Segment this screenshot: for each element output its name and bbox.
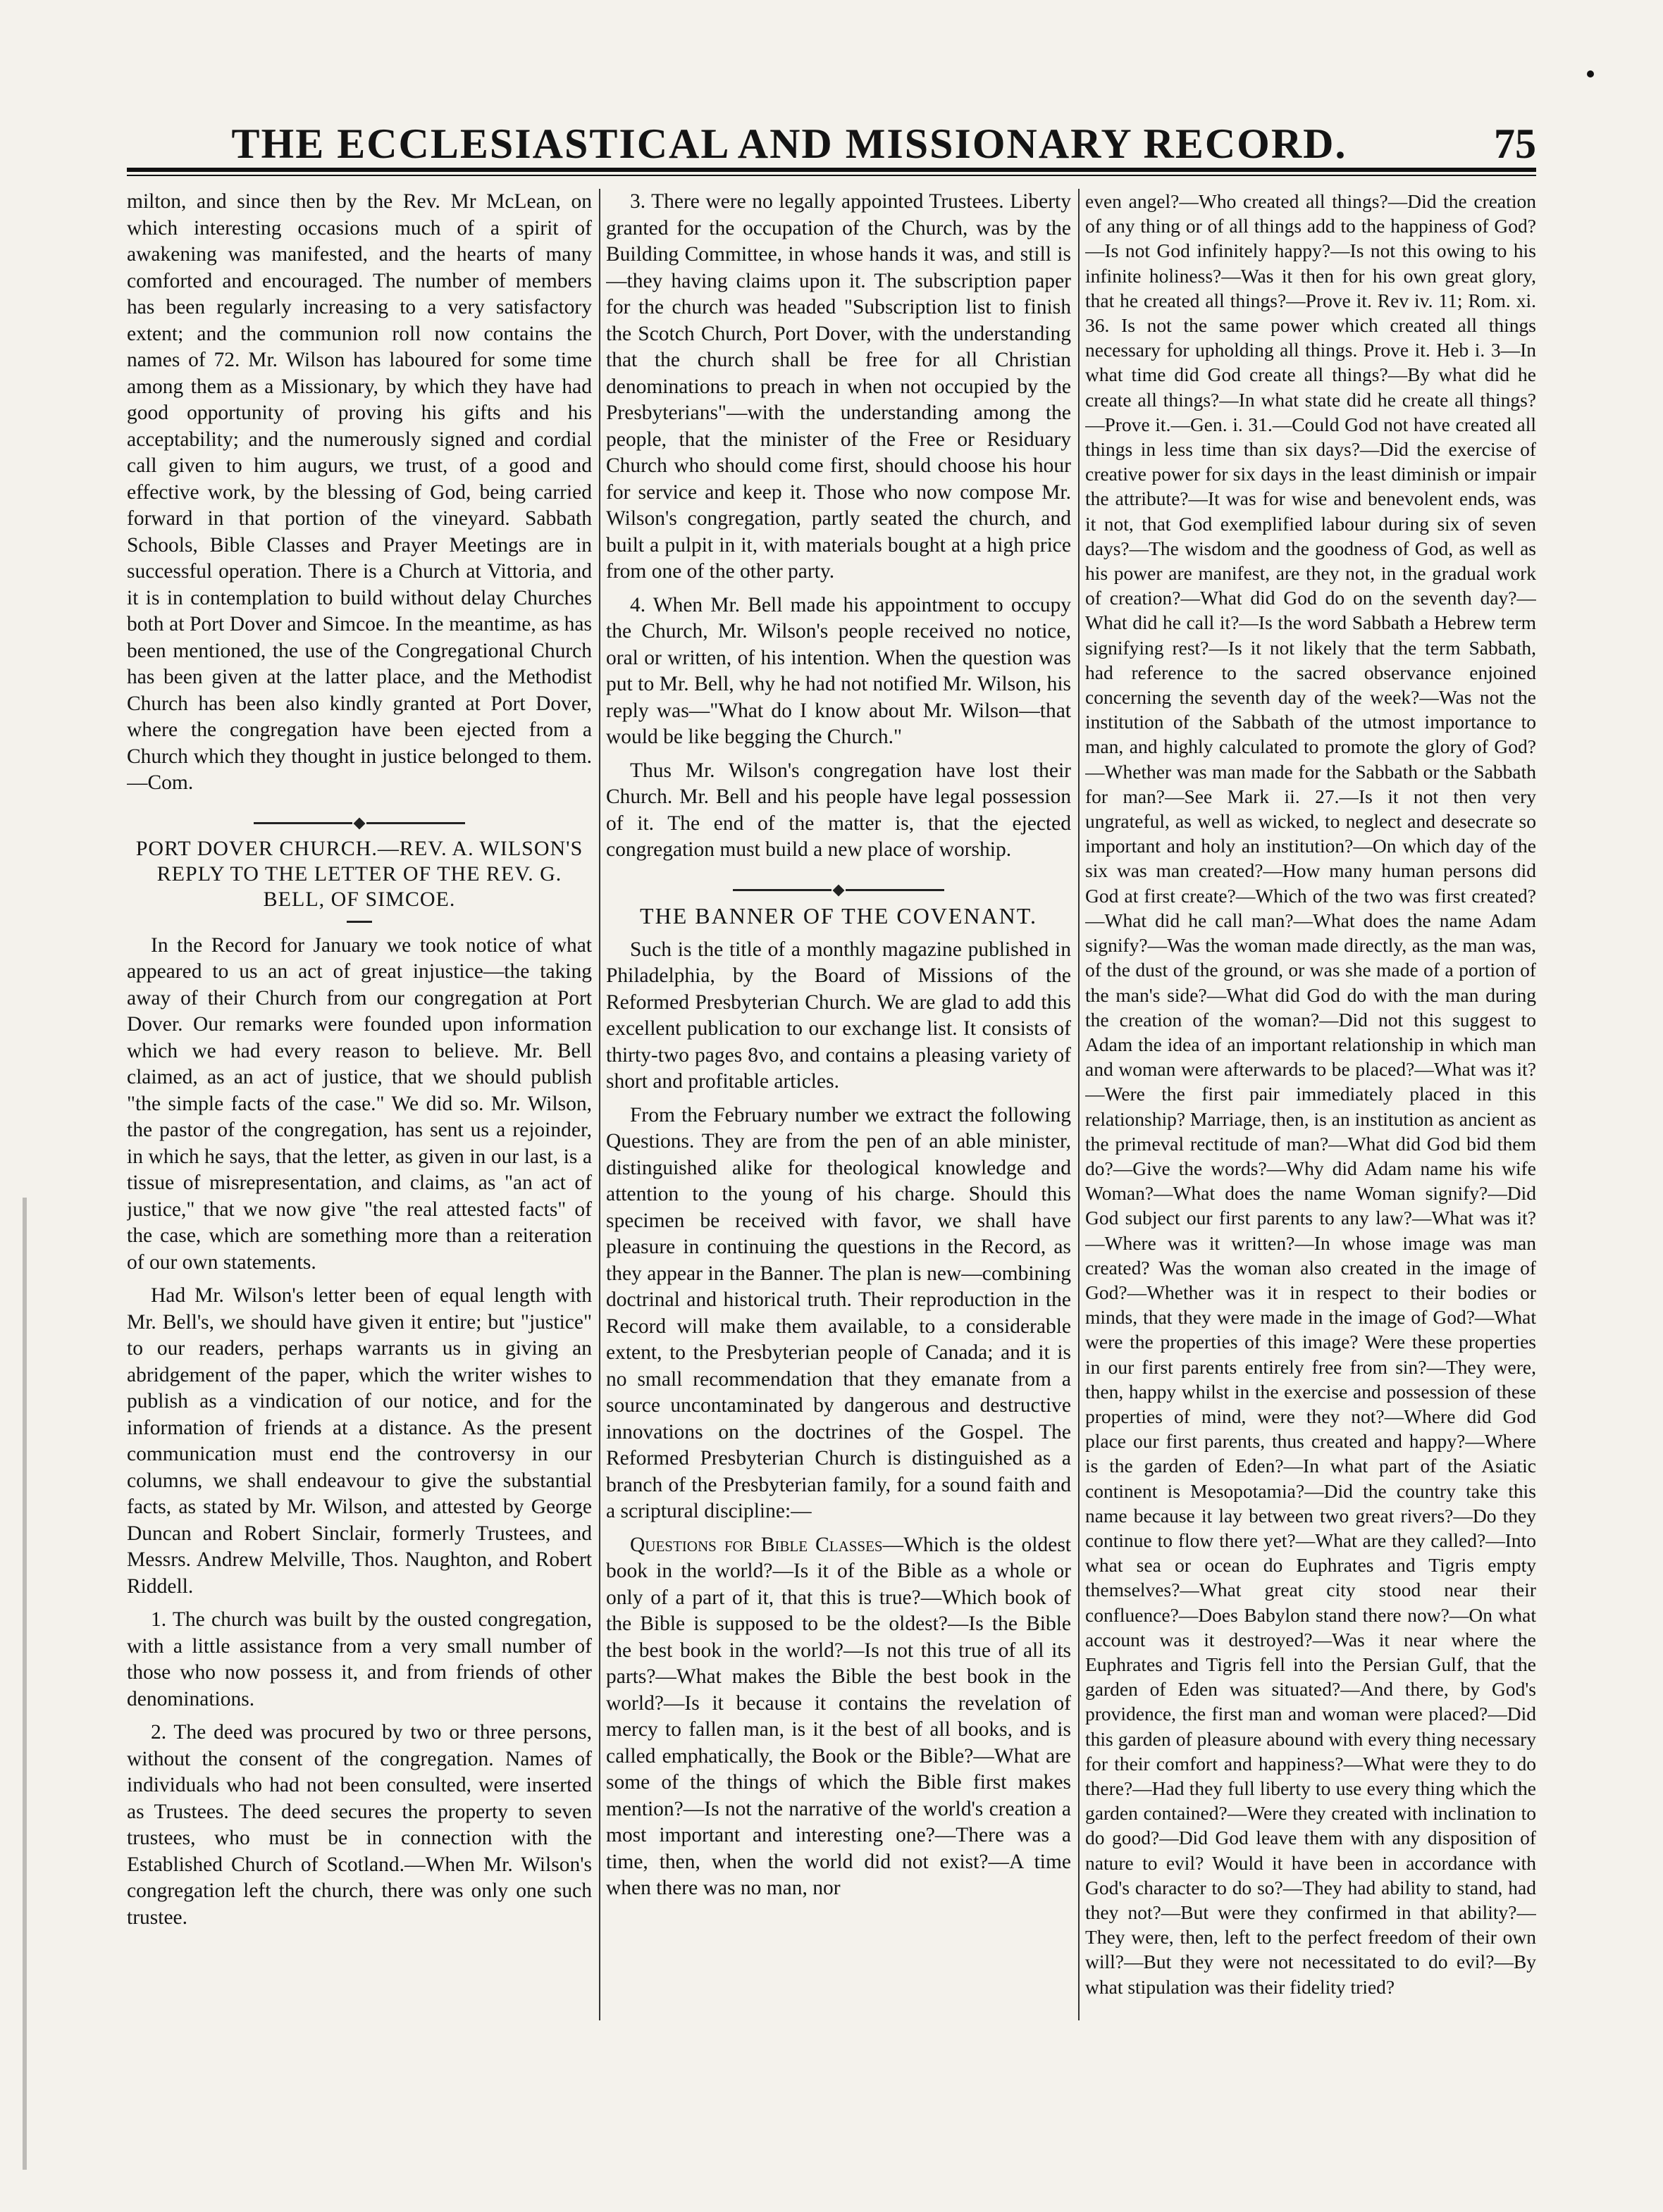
section-ornament bbox=[127, 809, 592, 821]
section-heading-banner: THE BANNER OF THE COVENANT. bbox=[640, 902, 1037, 928]
heading-rule bbox=[347, 921, 372, 923]
article-paragraph: Such is the title of a monthly magazine published in Philadelphia, by the Board of Missions of the Reformed Presbyterian Church. We are glad to add this excellent publication to our exchange list. It consists of thirty-two pages 8vo, and contains a pleasing variety of short and profitable articles. bbox=[606, 938, 1071, 1093]
section-heading-port-dover: PORT DOVER CHURCH.—REV. A. WILSON'S REPLY TO THE LETTER OF THE REV. G. BELL, OF SIMCOE. bbox=[135, 836, 583, 911]
binding-edge-mark bbox=[23, 1198, 27, 2170]
print-speck bbox=[1587, 70, 1594, 77]
article-paragraph: Had Mr. Wilson's letter been of equal length with Mr. Bell's, we should have given it entire; but "justice" to our readers, perhaps warrants us in giving an abridgement of the paper, which the writer wishes to publish as a vindication of our notice, and for the information of friends at a distance. As the present communication must end the controversy in our columns, we shall endeavour to give the substantial facts, as stated by Mr. Wilson, and attested by George Duncan and Robert Sinclair, formerly Trustees, and Messrs. Andrew Melville, Thos. Naughton, and Robert Riddell. bbox=[127, 1284, 592, 1598]
column-middle bbox=[606, 189, 1071, 2027]
header-rule bbox=[127, 168, 1536, 172]
questions-text: —Which is the oldest book in the world?—Is it of the Bible as a whole or only of a part of it, that this is true?—Which book of the Bible is supposed to be the oldest?—Is the Bible the best book in the world?—Is not this true of all its parts?—What makes the Bible the best book in the world?—Is it because it contains the revelation of mercy to fallen man, is it the best of all books, and is called emphatically, the Book or the Bible?—What are some of the things of which the Bible first makes mention?—Is not the narrative of the world's creation a most important and interesting one?—There was a time, then, when the world did not exist?—A time when there was no man, nor bbox=[606, 1533, 1071, 1899]
running-header bbox=[127, 120, 1536, 183]
publication-title: THE ECCLESIASTICAL AND MISSIONARY RECORD. bbox=[231, 120, 1347, 167]
article-paragraph: 4. When Mr. Bell made his appointment to occupy the Church, Mr. Wilson's people received no notice, oral or written, of his intention. When the question was put to Mr. Bell, why he had not notified Mr. Wilson, his reply was—"What do I know about Mr. Wilson—that would be like begging the Church." bbox=[606, 593, 1071, 748]
section-ornament bbox=[606, 876, 1071, 888]
column-left bbox=[127, 189, 592, 2027]
article-paragraph: 1. The church was built by the ousted congregation, with a little assistance from a very small number of those who now possess it, and from friends of other denominations. bbox=[127, 1608, 592, 1710]
column-right bbox=[1085, 189, 1536, 2027]
article-paragraph bbox=[606, 1532, 1071, 1902]
column-divider bbox=[599, 189, 600, 2020]
article-paragraph: even angel?—Who created all things?—Did the creation of any thing or of all things add to the happiness of God?—Is not God infinitely happy?—Is not this owing to his infinite holiness?—Was it then for his own great glory, that he created all things?—Prove it. Rev iv. 11; Rom. xi. 36. Is not the same power which created all things necessary for upholding all things. Prove it. Heb i. 3—In what time did God create all things?—By what did he create all things?—In what state did he create all things?—Prove it.—Gen. i. 31.—Could God not have created all things in less time than six days?—Did the exercise of creative power for six days in the least diminish or impair the attribute?—It was for wise and benevolent ends, was it not, that God exemplified labour during six of seven days?—The wisdom and the goodness of God, as well as his power are manifest, are they not, in the gradual work of creation?—What did God do on the seventh day?—What did he call it?—Is the word Sabbath a Hebrew term signifying rest?—Is it not likely that the term Sabbath, had reference to the sacred observance enjoined concerning the seventh day of the week?—Was not the institution of the Sabbath of the utmost importance to man, and highly calculated to promote the glory of God?—Whether was man made for the Sabbath or the Sabbath for man?—See Mark ii. 27.—Is it not then very ungrateful, as well as wicked, to neglect and desecrate so important and holy an institution?—On which day of the six was man created?—How many human persons did God at first create?—Which of the two was first created?—What did he call man?—What does the name Adam signify?—Was the woman made directly, as the man was, of the dust of the ground, or was she made of a portion of the man's side?—What did God do with the man during the creation of the woman?—Did not this suggest to Adam the idea of an important relationship in which man and woman were afterwards to be placed?—What was it?—Were the first pair immediately placed in this relationship? Marriage, then, is an institution as ancient as the primeval rectitude of man?—What did God bid them do?—Give the words?—Why did Adam name his wife Woman?—What does the name Woman signify?—Did God subject our first parents to any law?—What was it?—Where was it written?—In whose image was man created? Was the woman also created in the image of God?—Whether was it in respect to their bodies or minds, that they were made in the image of God?—What were the properties of this image? Were these properties in our first parents entirely free from sin?—They were, then, happy whilst in the exercise and possession of these properties of mind, were they not?—Where did God place our first parents, thus created and happy?—Where is the garden of Eden?—In what part of the Asiatic continent is Mesopotamia?—Did the country take this name because it lay between two great rivers?—Do they continue to flow there yet?—What are they called?—Into what sea or ocean do Euphrates and Tigris empty themselves?—What great city stood near their confluence?—Does Babylon stand there now?—On what account was it destroyed?—Was it near where the Euphrates and Tigris fell into the Persian Gulf, that the garden of Eden was situated?—And there, by God's providence, the first man and woman were placed?—Did this garden of pleasure abound with every thing necessary for their comfort and happiness?—What were they to do there?—Had they full liberty to use every thing which the garden contained?—Were they created with inclination to do good?—Did God leave them with any disposition of nature to evil? Would it have been in accordance with God's character to do so?—They had ability to stand, had they not?—But were they confirmed in that ability?—They were, then, left to the perfect freedom of their own will?—But they were not necessitated to do evil?—By what stipulation was their fidelity tried? bbox=[1085, 190, 1536, 1998]
article-paragraph: In the Record for January we took notice of what appeared to us an act of great injustice—the taking away of their Church from our congregation at Port Dover. Our remarks were founded upon information which we had every reason to believe. Mr. Bell claimed, as an act of justice, that we should publish "the simple facts of the case." We did so. Mr. Wilson, the pastor of the congregation, has sent us a rejoinder, in which he says, that the letter, as given in our last, is a tissue of misrepresentation, and claims, as "an act of justice," that we now give "the real attested facts" of the case, which are something more than a reiteration of our own statements. bbox=[127, 933, 592, 1274]
column-divider bbox=[1078, 189, 1080, 2020]
article-paragraph: 2. The deed was procured by two or three persons, without the consent of the congregation. Names of individuals who had not been consulted, were inserted as Trustees. The deed secures the property to seven trustees, who must be in connection with the Established Church of Scotland.—When Mr. Wilson's congregation left the church, there was only one such trustee. bbox=[127, 1721, 592, 1929]
article-paragraph: Thus Mr. Wilson's congregation have lost their Church. Mr. Bell and his people have legal possession of it. The end of the matter is, that the ejected congregation must build a new place of worship. bbox=[606, 759, 1071, 861]
article-paragraph: From the February number we extract the following Questions. They are from the pen of an able minister, distinguished alike for theological knowledge and attention to the young of his charge. Should this specimen be received with favor, we shall have pleasure in continuing the questions in the Record, as they appear in the Banner. The plan is new—combining doctrinal and historical truth. Their reproduction in the Record will make them available, to a considerable extent, to the Presbyterian people of Canada; and it is no small recommendation that they emanate from a source uncontaminated by dangerous and destructive innovations on the doctrines of the Gospel. The Reformed Presbyterian Church is distinguished as a branch of the Presbyterian family, for a sound faith and a scriptural discipline:— bbox=[606, 1103, 1071, 1522]
questions-label: Questions for Bible Classes bbox=[630, 1533, 883, 1556]
article-paragraph: 3. There were no legally appointed Trustees. Liberty granted for the occupation of the Church, was by the Building Committee, in whose hands it was, and still is—they having claims upon it. The subscription paper for the church was headed "Subscription list to finish the Scotch Church, Port Dover, with the understanding that the church shall be free for all Christian denominations to preach in when not occupied by the Presbyterians"—with the understanding among the people, that the minister of the Free or Residuary Church who should come first, should choose his hour for service and keep it. Those who now compose Mr. Wilson's congregation, partly seated the church, and built a pulpit in it, with materials bought at a high price from one of the other party. bbox=[606, 190, 1071, 583]
article-paragraph: milton, and since then by the Rev. Mr McLean, on which interesting occasions much of a spirit of awakening was manifested, and the hearts of many comforted and encouraged. The number of members has been regularly increasing to a very satisfactory extent; and the communion roll now contains the names of 72. Mr. Wilson has laboured for some time among them as a Missionary, by which they have had good opportunity of proving his gifts and his acceptability; and the numerously signed and cordial call given to him augurs, we trust, of a good and effective work, by the blessing of God, being carried forward in that portion of the vineyard. Sabbath Schools, Bible Classes and Prayer Meetings are in successful operation. There is a Church at Vittoria, and it is in contemplation to build without delay Churches both at Port Dover and Simcoe. In the meantime, as has been mentioned, the use of the Congregational Church has been given at the latter place, and the Methodist Church has been also kindly granted at Port Dover, where the congregation have been ejected from a Church which they thought in justice belonged to them.—Com. bbox=[127, 190, 592, 794]
page-number: 75 bbox=[1494, 120, 1536, 167]
header-rule-thin bbox=[127, 175, 1536, 176]
